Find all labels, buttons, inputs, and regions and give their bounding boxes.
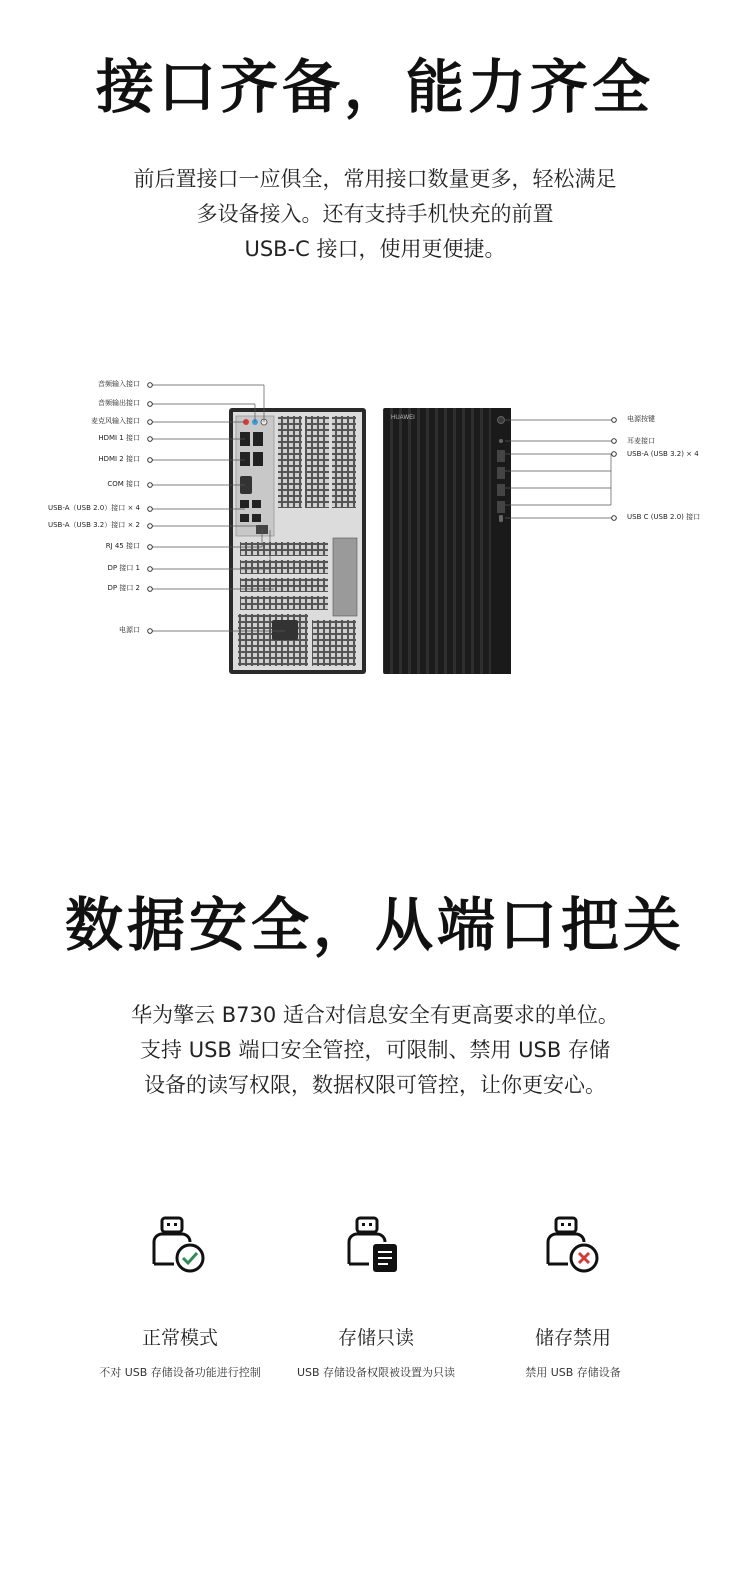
feature-description: 禁用 USB 存储设备 [525, 1366, 621, 1379]
section1-desc-line: 前后置接口一应俱全，常用接口数量更多，轻松满足 [133, 167, 617, 191]
usb-readonly-icon [343, 1214, 407, 1278]
feature-title: 存储只读 [337, 1327, 414, 1349]
section2-desc-line: 华为擎云 B730 适合对信息安全有更高要求的单位。 [131, 1003, 619, 1027]
label-audio-out: 音频输出接口 [98, 399, 140, 407]
front-case [383, 408, 511, 674]
feature-description: USB 存储设备权限被设置为只读 [296, 1366, 456, 1379]
feature-title: 储存禁用 [534, 1327, 611, 1349]
section2-description [0, 998, 750, 1103]
svg-text:HUAWEI: HUAWEI [391, 415, 415, 421]
front-leader-lines [505, 420, 613, 518]
label-dp2: DP 接口 2 [107, 584, 140, 592]
label-audio-in: 音频输入接口 [98, 380, 140, 388]
pc-ports-diagram [0, 370, 750, 690]
label-hdmi2: HDMI 2 接口 [98, 455, 140, 463]
usb-disabled-icon [542, 1214, 606, 1278]
rear-case [229, 408, 366, 674]
front-label-dots [612, 418, 617, 521]
section2-title: 数据安全，从端口把关 [64, 891, 685, 959]
label-dp1: DP 接口 1 [107, 564, 140, 572]
label-power-button: 电源按键 [627, 415, 655, 423]
section1-desc-line: 多设备接入。还有支持手机快充的前置 [196, 202, 554, 226]
section2-desc-line: 支持 USB 端口安全管控，可限制、禁用 USB 存储 [140, 1038, 610, 1062]
label-front-usb32: USB-A (USB 3.2) × 4 [627, 450, 699, 458]
label-power-socket: 电源口 [119, 626, 140, 634]
feature-description: 不对 USB 存储设备功能进行控制 [99, 1366, 261, 1379]
label-com: COM 接口 [107, 480, 140, 488]
label-headset: 耳麦接口 [627, 437, 655, 445]
label-usb20: USB-A（USB 2.0）接口 × 4 [47, 504, 140, 512]
label-hdmi1: HDMI 1 接口 [98, 434, 140, 442]
feature-read-only [261, 1323, 491, 1380]
label-mic-in: 麦克风输入接口 [91, 417, 140, 425]
label-rj45: RJ 45 接口 [105, 542, 140, 550]
feature-title: 正常模式 [141, 1327, 218, 1349]
rear-label-dots [148, 383, 153, 634]
section1-title: 接口齐备，能力齐全 [95, 53, 654, 121]
label-usb32: USB-A（USB 3.2）接口 × 2 [47, 521, 140, 529]
section1-desc-line: USB-C 接口，使用更便捷。 [244, 237, 506, 261]
section2-desc-line: 设备的读写权限，数据权限可管控，让你更安心。 [144, 1073, 606, 1097]
feature-storage-disabled [458, 1323, 688, 1380]
label-front-usbc: USB C (USB 2.0) 接口 [627, 513, 701, 521]
usb-check-icon [148, 1214, 212, 1278]
section1-description [0, 162, 750, 267]
